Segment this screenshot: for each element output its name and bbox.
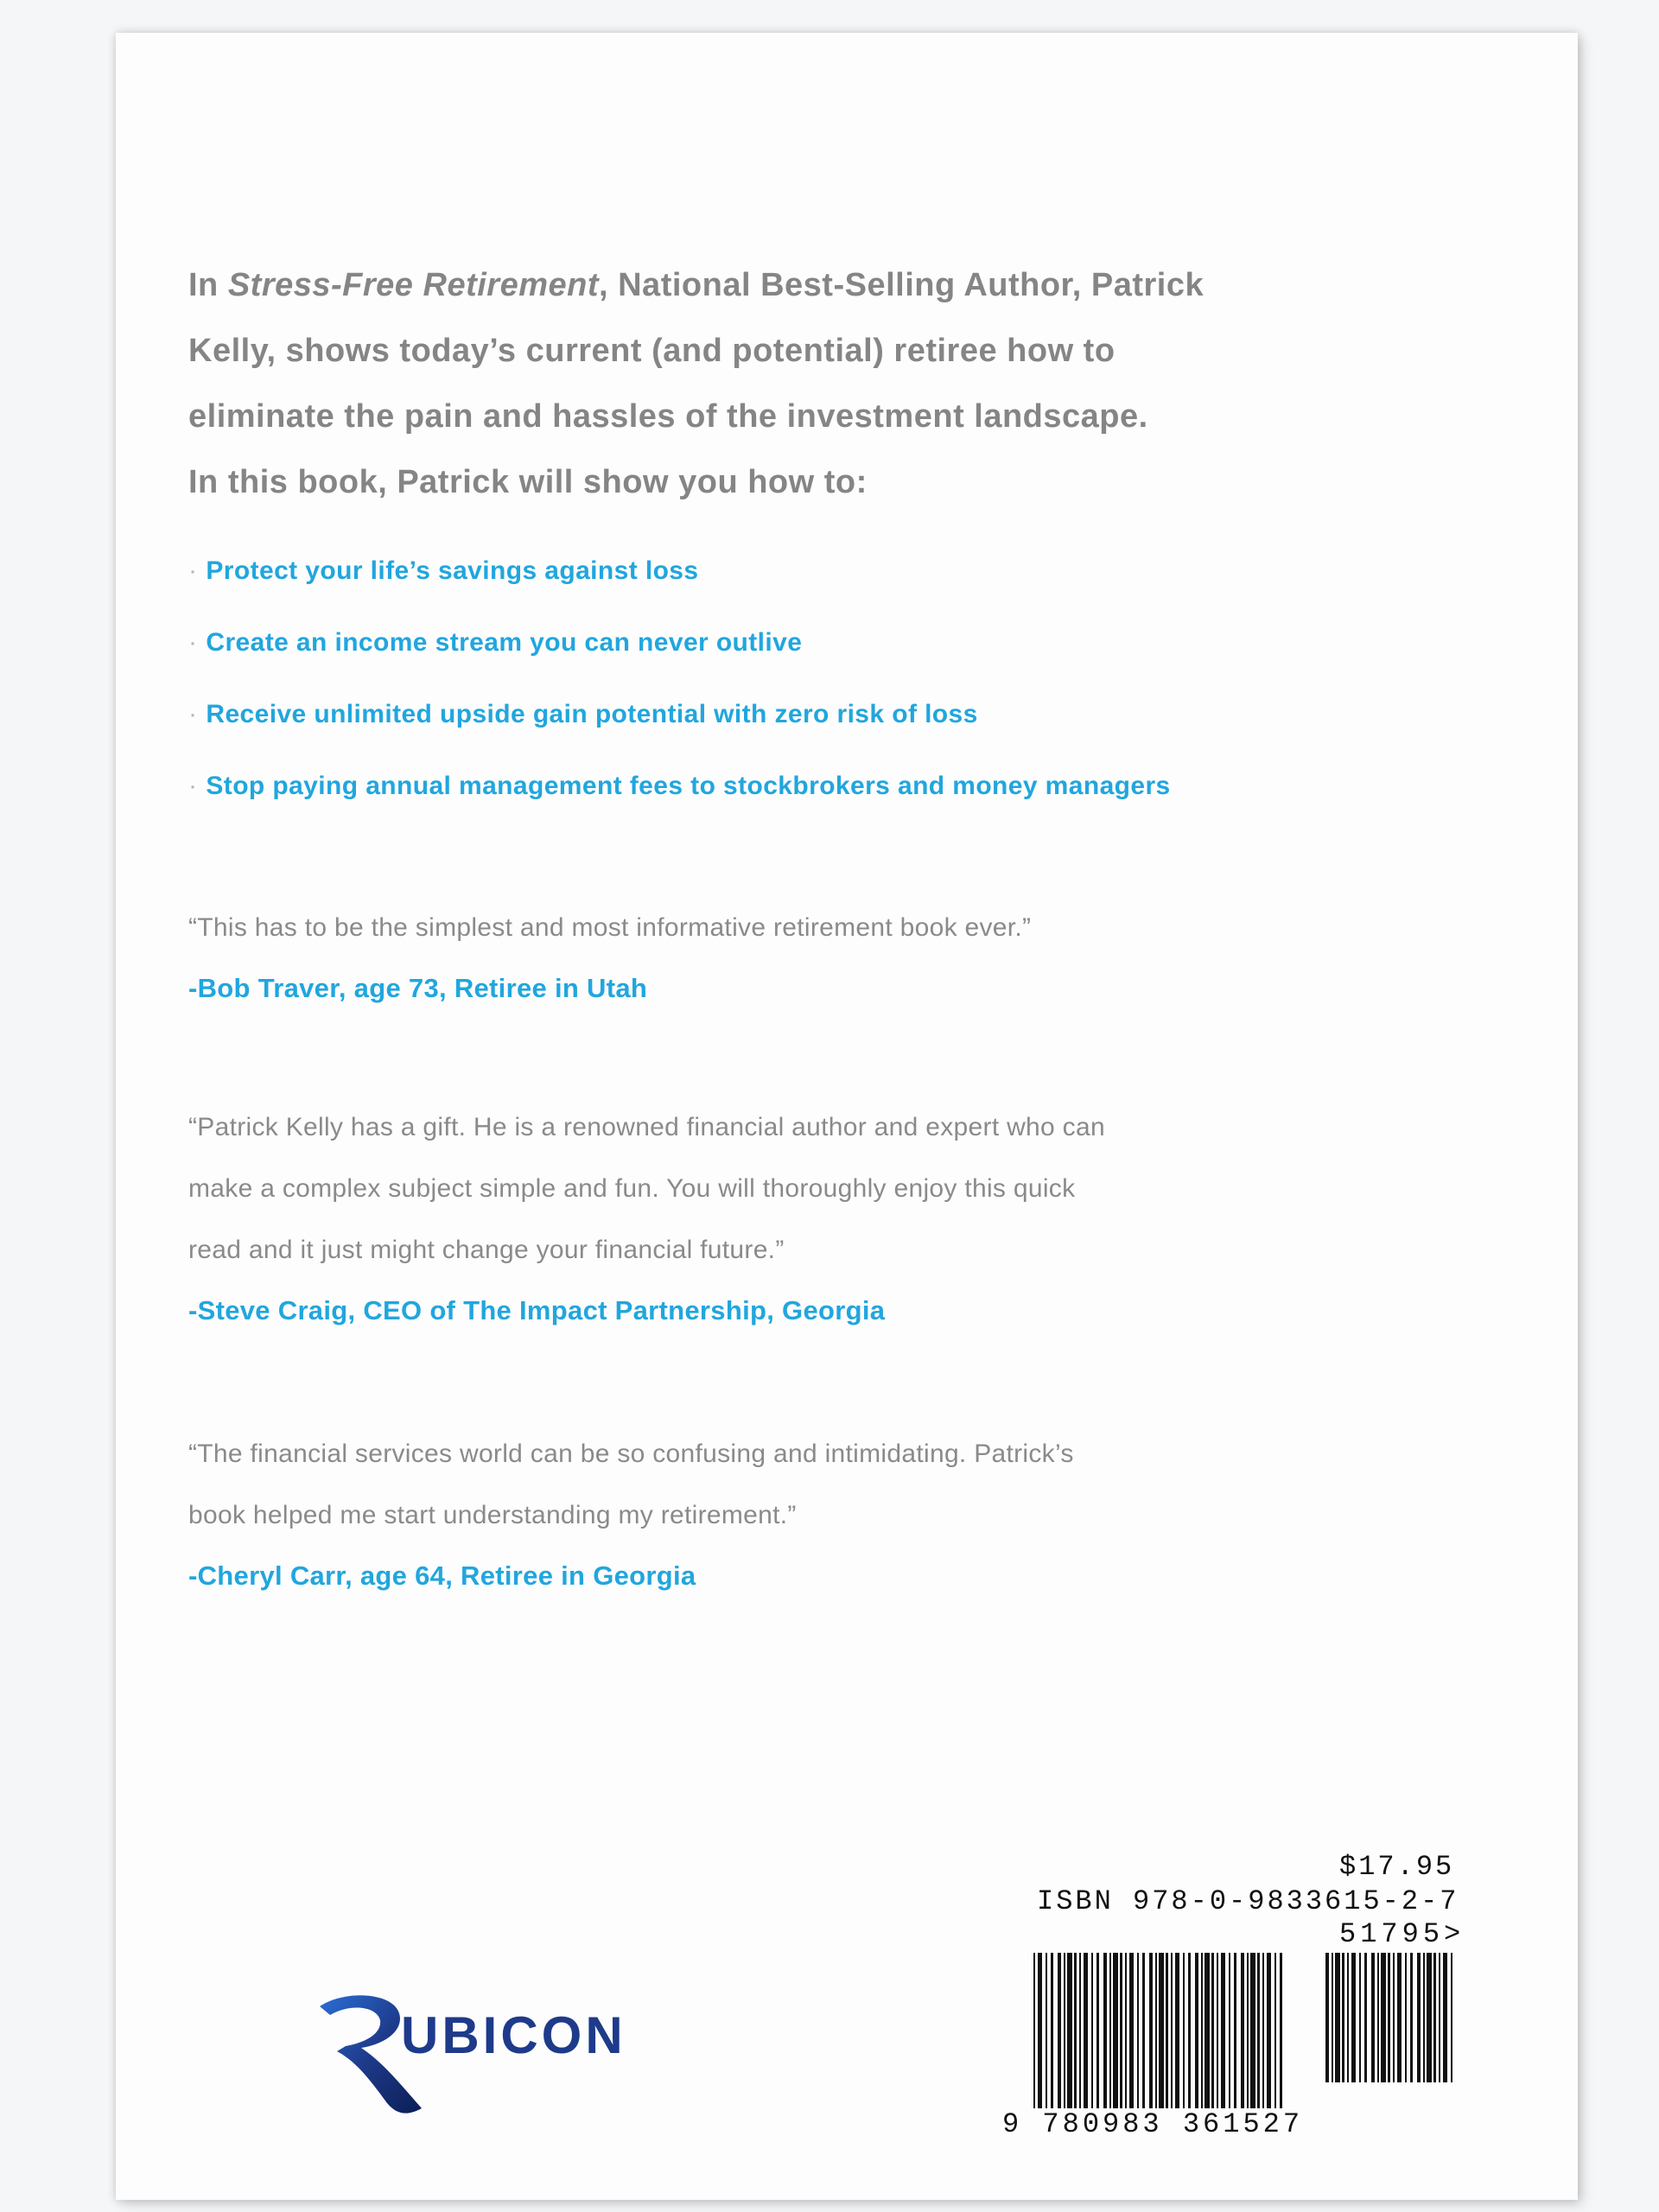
benefit-item: · Stop paying annual management fees to stockbrokers and money managers	[188, 772, 1171, 800]
barcode-bar	[1183, 1953, 1185, 2108]
testimonial-3	[188, 1423, 1312, 1606]
price-addon-number: 51795>	[1339, 1918, 1465, 1950]
barcode-bar	[1038, 1953, 1042, 2108]
barcode-bar	[1423, 1953, 1425, 2082]
intro-line-1: In Stress-Free Retirement, National Best-Selling Author, Patrick	[188, 267, 1205, 303]
bullet-dot: ·	[188, 772, 198, 800]
benefit-item: · Receive unlimited upside gain potential with zero risk of loss	[188, 700, 978, 728]
bullet-dot: ·	[188, 628, 198, 657]
barcode-bar	[1397, 1953, 1402, 2082]
barcode-bar	[1247, 1953, 1249, 2108]
barcode-bar	[1410, 1953, 1413, 2082]
barcode-bar	[1201, 1953, 1203, 2108]
barcode-bar	[1439, 1953, 1440, 2082]
barcode-bar	[1125, 1953, 1127, 2108]
barcode-bar	[1033, 1953, 1035, 2108]
barcode-bar	[1175, 1953, 1179, 2108]
cover-text	[188, 252, 1312, 1606]
barcode-bar	[1159, 1953, 1164, 2108]
barcode-bar	[1371, 1953, 1375, 2082]
barcode-bar	[1217, 1953, 1218, 2108]
bullet-dot: ·	[188, 700, 198, 728]
barcode-bar	[1257, 1953, 1260, 2108]
barcode-bar	[1046, 1953, 1047, 2108]
barcode-bar	[1058, 1953, 1061, 2108]
testimonial-quote: book helped me start understanding my retirement.”	[188, 1501, 797, 1529]
barcode-bar	[1325, 1953, 1329, 2082]
testimonial-quote: read and it just might change your financial future.”	[188, 1236, 785, 1264]
barcode-bar	[1359, 1953, 1361, 2082]
testimonial-attribution: -Steve Craig, CEO of The Impact Partnership, Georgia	[188, 1295, 886, 1325]
barcode-bar	[1084, 1953, 1088, 2108]
barcode-bar	[1166, 1953, 1168, 2108]
barcode-digits: 9 780983 361527	[1002, 2108, 1304, 2140]
book-title: Stress-Free Retirement	[227, 267, 599, 303]
barcode-bar	[1188, 1953, 1191, 2108]
barcode-bar	[1347, 1953, 1349, 2082]
intro-paragraph	[188, 252, 1312, 515]
intro-line-4: In this book, Patrick will show you how to:	[188, 464, 868, 500]
barcode-bar	[1443, 1953, 1447, 2082]
barcode-bar	[1129, 1953, 1134, 2108]
barcode-bar	[1142, 1953, 1145, 2108]
barcode-bar	[1109, 1953, 1111, 2108]
barcode-bar	[1113, 1953, 1118, 2108]
benefit-item: · Protect your life’s savings against loss	[188, 556, 699, 585]
testimonial-quote: “The financial services world can be so confusing and intimidating. Patrick’s	[188, 1440, 1074, 1468]
barcode-bar	[1096, 1953, 1099, 2108]
barcode-bar	[1335, 1953, 1340, 2082]
testimonial-quote: make a complex subject simple and fun. You will thoroughly enjoy this quick	[188, 1174, 1076, 1203]
barcode-bar	[1211, 1953, 1214, 2108]
logo-wordmark: UBICON	[401, 2006, 626, 2064]
barcode-bar	[1451, 1953, 1452, 2082]
barcode-bar	[1067, 1953, 1072, 2108]
testimonial-attribution: -Cheryl Carr, age 64, Retiree in Georgia	[188, 1560, 696, 1591]
rubicon-logo	[311, 1987, 639, 2126]
barcode-bar	[1221, 1953, 1225, 2108]
testimonial-quote: “Patrick Kelly has a gift. He is a renowned financial author and expert who can	[188, 1113, 1105, 1141]
barcode-bar	[1079, 1953, 1081, 2108]
barcode-bar	[1342, 1953, 1344, 2082]
barcode-bar	[1091, 1953, 1093, 2108]
barcode-bar	[1364, 1953, 1367, 2082]
isbn-label: ISBN 978-0-9833615-2-7	[1037, 1885, 1459, 1917]
barcode-bar	[1381, 1953, 1386, 2082]
intro-line-3: eliminate the pain and hassles of the investment landscape.	[188, 398, 1148, 435]
barcode-bar	[1405, 1953, 1407, 2082]
benefit-item: · Create an income stream you can never outlive	[188, 628, 803, 657]
barcode-bar	[1155, 1953, 1157, 2108]
barcode-bar	[1280, 1953, 1282, 2108]
barcode-bar	[1074, 1953, 1077, 2108]
barcode-bar	[1064, 1953, 1065, 2108]
testimonial-2	[188, 1096, 1312, 1341]
barcode-bar	[1377, 1953, 1379, 2082]
barcode-bar	[1103, 1953, 1107, 2108]
barcode-bar	[1120, 1953, 1122, 2108]
price-label: $17.95	[1339, 1851, 1455, 1883]
barcode-bar	[1417, 1953, 1421, 2082]
barcode-bar	[1250, 1953, 1255, 2108]
barcode-bar	[1393, 1953, 1395, 2082]
barcode-bar	[1433, 1953, 1436, 2082]
intro-line-2: Kelly, shows today’s current (and potential) retiree how to	[188, 333, 1116, 369]
barcode-bar	[1051, 1953, 1053, 2108]
barcode-bar	[1262, 1953, 1264, 2108]
barcode-bar	[1274, 1953, 1276, 2108]
barcode-bar	[1388, 1953, 1390, 2082]
barcode-bar	[1427, 1953, 1432, 2082]
barcode-bar	[1351, 1953, 1356, 2082]
barcode-bar	[1195, 1953, 1198, 2108]
barcode-bar	[1137, 1953, 1139, 2108]
barcode-bar	[1234, 1953, 1236, 2108]
bullet-dot: ·	[188, 556, 198, 585]
barcode-bar	[1205, 1953, 1210, 2108]
barcode-bar	[1171, 1953, 1173, 2108]
barcode-bar	[1229, 1953, 1230, 2108]
testimonial-1	[188, 897, 1312, 1019]
benefits-list	[188, 554, 1312, 841]
barcode-bar	[1267, 1953, 1271, 2108]
barcode-bar	[1149, 1953, 1153, 2108]
isbn-barcode	[1033, 1953, 1483, 2117]
testimonial-quote: “This has to be the simplest and most informative retirement book ever.”	[188, 913, 1032, 942]
barcode-bar	[1241, 1953, 1244, 2108]
testimonial-attribution: -Bob Traver, age 73, Retiree in Utah	[188, 973, 648, 1003]
barcode-bar	[1332, 1953, 1333, 2082]
